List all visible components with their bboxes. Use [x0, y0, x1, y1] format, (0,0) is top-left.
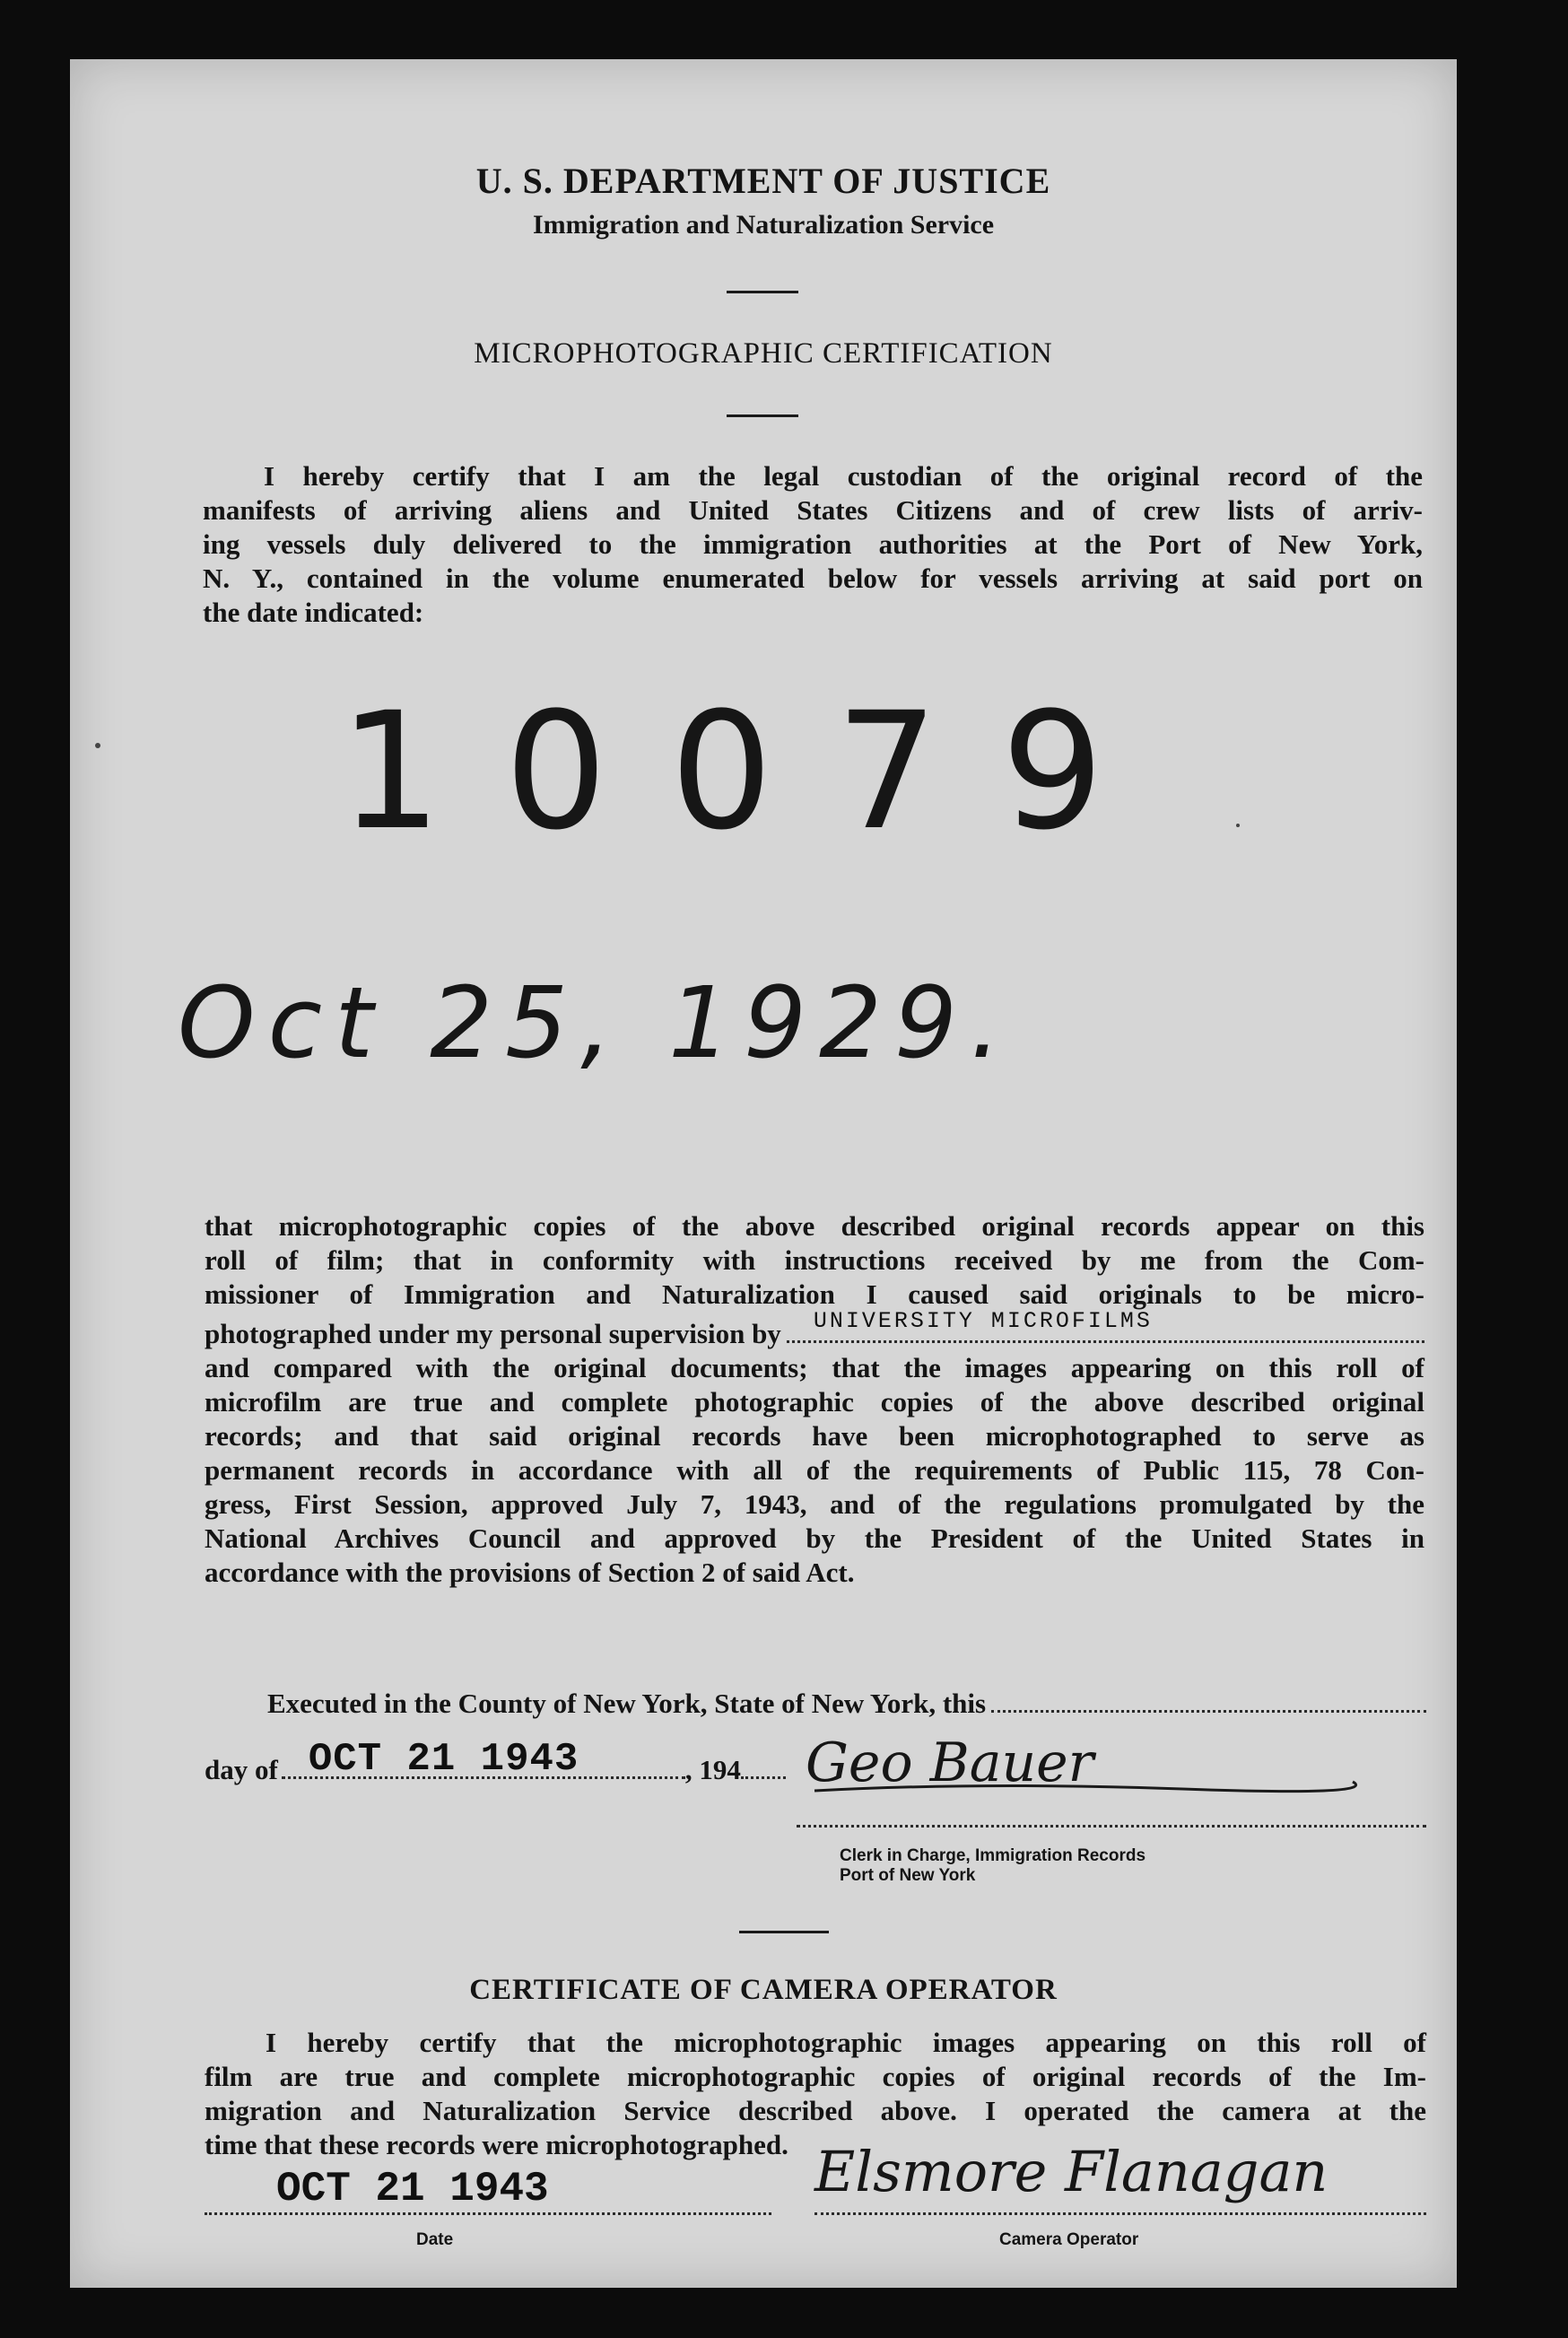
body-line: that microphotographic copies of the above described original records appear on this: [205, 1210, 1424, 1242]
camera-line: time that these records were microphotographed.: [205, 2129, 788, 2160]
year-prefix: , 194: [684, 1754, 741, 1785]
clerk-title: [840, 1846, 1146, 1886]
intro-line: manifests of arriving aliens and United States Citizens and of crew lists of arriv-: [203, 494, 1423, 526]
clerk-signature: Geo Bauer: [806, 1732, 1094, 1794]
divider-rule: [727, 291, 798, 293]
body-line: permanent records in accordance with all of the requirements of Public 115, 78 Con-: [205, 1454, 1424, 1486]
camera-date-line: [205, 2212, 771, 2215]
camera-line: film are true and complete microphotographic copies of original records of the Im-: [205, 2061, 1426, 2092]
date-label: Date: [416, 2230, 454, 2249]
body-line: records; and that said original records have been microphotographed to serve as: [205, 1420, 1424, 1452]
body-paragraph: [205, 1209, 1424, 1590]
body-line: National Archives Council and approved by the President of the United States in: [205, 1522, 1424, 1554]
film-speck: [1236, 824, 1240, 827]
intro-line: the date indicated:: [203, 597, 424, 628]
execution-line: [267, 1687, 1426, 1721]
clerk-signature-line: [797, 1825, 1426, 1828]
body-line: gress, First Session, approved July 7, 1943, and of the regulations promulgated by the: [205, 1488, 1424, 1520]
camera-operator-label: Camera Operator: [999, 2230, 1139, 2249]
certification-title: MICROPHOTOGRAPHIC CERTIFICATION: [474, 337, 1053, 370]
camera-line: migration and Naturalization Service described above. I operated the camera at the: [205, 2095, 1426, 2126]
intro-paragraph: [203, 459, 1423, 630]
body-line: missioner of Immigration and Naturalization I caused said originals to be micro-: [205, 1278, 1424, 1310]
certificate-page: [70, 59, 1457, 2288]
film-speck: [95, 743, 100, 748]
day-of-label: day of: [205, 1754, 278, 1785]
intro-line: I hereby certify that I am the legal custodian of the original record of the: [264, 460, 1423, 492]
clerk-title-line: Clerk in Charge, Immigration Records: [840, 1846, 1146, 1865]
execution-text: Executed in the County of New York, State of New York, this: [267, 1688, 987, 1719]
handwritten-volume-number: 10079: [339, 678, 1167, 866]
day-blank: [991, 1710, 1426, 1713]
camera-certificate-title: CERTIFICATE OF CAMERA OPERATOR: [469, 1974, 1058, 2006]
body-line: [205, 1308, 1424, 1351]
day-of-line: [205, 1737, 886, 1787]
filmed-by-field: [787, 1308, 1424, 1343]
body-line: roll of film; that in conformity with instructions received by me from the Com-: [205, 1244, 1424, 1276]
supervision-label: photographed under my personal supervision by: [205, 1318, 781, 1349]
service-subheading: Immigration and Naturalization Service: [532, 210, 995, 240]
camera-line: I hereby certify that the microphotographic images appearing on this roll of: [266, 2027, 1426, 2058]
body-line: microfilm are true and complete photographic copies of the above described original: [205, 1386, 1424, 1418]
filmed-by-stamp: UNIVERSITY MICROFILMS: [813, 1308, 1153, 1334]
camera-operator-signature: Elsmore Flanagan: [814, 2139, 1328, 2204]
handwritten-date: Oct 25, 1929.: [178, 965, 1014, 1080]
signature-flourish: [806, 1755, 1362, 1818]
body-line: and compared with the original documents; that the images appearing on this roll of: [205, 1352, 1424, 1383]
divider-rule: [739, 1931, 829, 1933]
clerk-title-line: Port of New York: [840, 1866, 976, 1885]
execution-date-stamp: OCT 21 1943: [308, 1737, 579, 1782]
intro-line: N. Y., contained in the volume enumerated below for vessels arriving at said port on: [203, 563, 1423, 594]
body-line: accordance with the provisions of Section 2 of said Act.: [205, 1557, 855, 1588]
intro-line: ing vessels duly delivered to the immigration authorities at the Port of New York,: [203, 528, 1423, 560]
camera-operator-line: [814, 2212, 1426, 2215]
camera-date-stamp: OCT 21 1943: [276, 2166, 549, 2212]
year-blank: [741, 1776, 786, 1779]
department-heading: U. S. DEPARTMENT OF JUSTICE: [475, 161, 1051, 201]
divider-rule: [727, 414, 798, 417]
day-of-field: [282, 1737, 685, 1782]
